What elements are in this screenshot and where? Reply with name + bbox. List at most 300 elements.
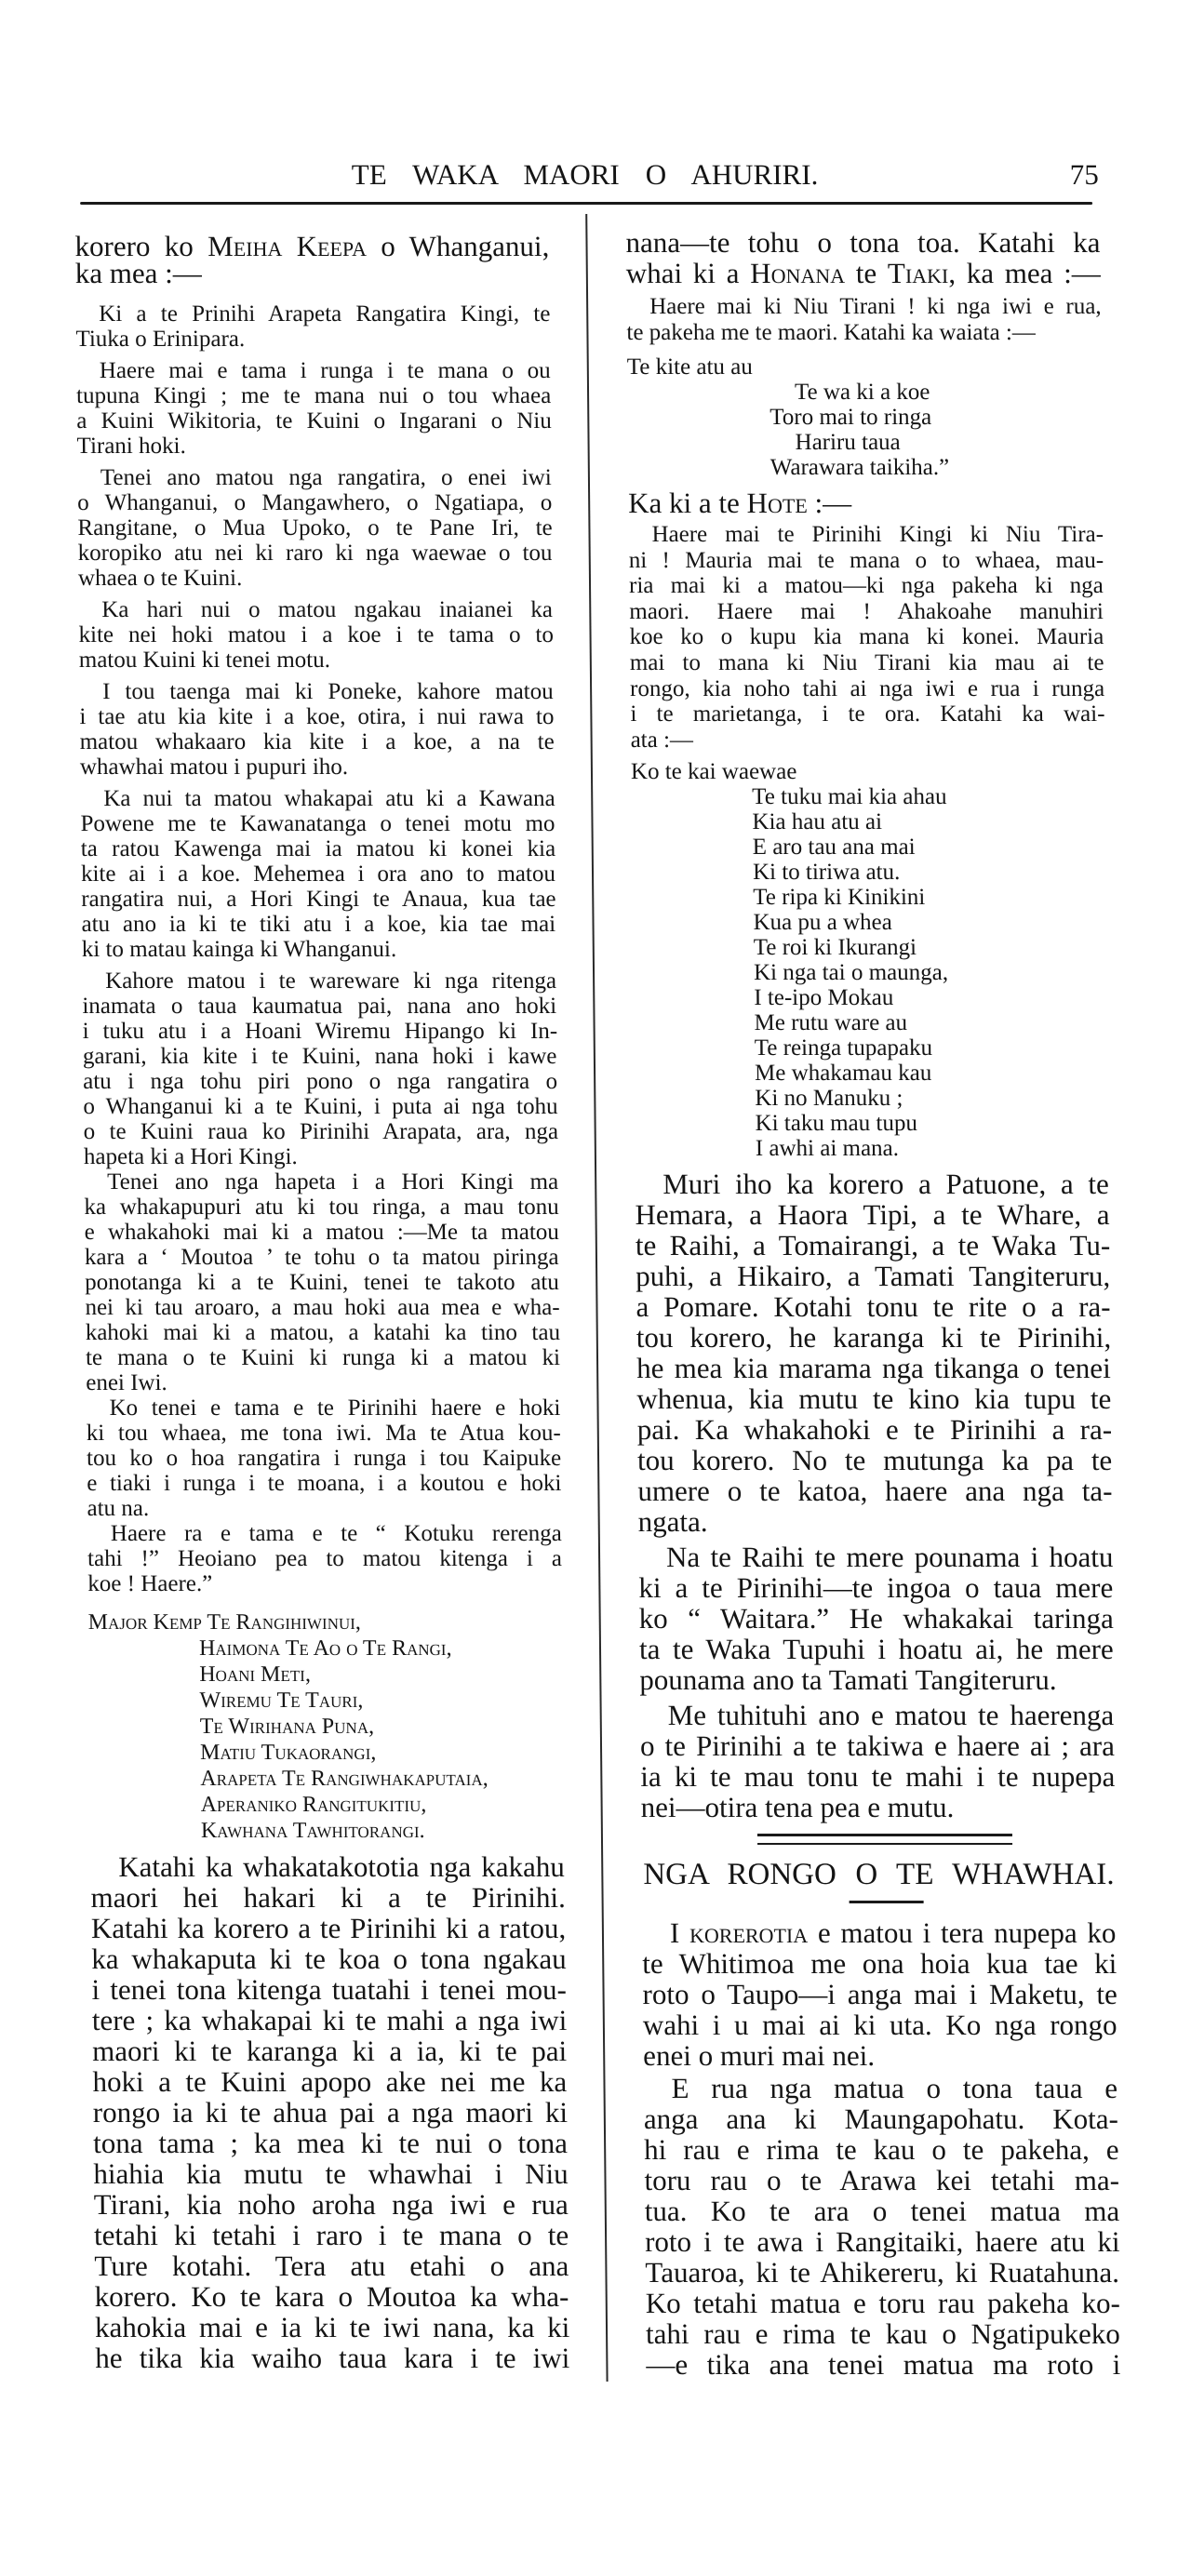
text-line [90, 1851, 565, 1882]
line-text: matou whakaaro kia kite i a koe, a na te [79, 729, 555, 754]
text-line [631, 727, 1105, 754]
line-text [628, 487, 851, 518]
column-divider [585, 214, 608, 2382]
paragraph [631, 759, 1109, 1161]
line-text: korero. Ko te kara o Moutoa ka wha- [94, 2280, 569, 2313]
text-line [81, 861, 555, 887]
small-caps-name: Hote [746, 487, 808, 519]
text-line [636, 1291, 1110, 1322]
text-line [77, 490, 552, 515]
song-1 [627, 354, 1103, 480]
paragraph [78, 597, 554, 673]
text-line [634, 1061, 1108, 1086]
line-text: Rangitane, o Mua Upoko, o te Pane Iri, te [77, 515, 553, 541]
line-text: rangatira nui, a Hori Kingi te Anaua, kua tae [81, 887, 556, 912]
text-line [90, 1818, 565, 1844]
line-text: ta te Waka Tupuhi i hoatu ai, he mere [638, 1633, 1114, 1665]
line-text: Kua pu a whea [753, 910, 892, 935]
section-rule [757, 1834, 1012, 1836]
right-intro [625, 227, 1101, 288]
text-segment: :— [807, 487, 852, 519]
text-segment: o Whanganui, [366, 230, 550, 262]
text-line [93, 2158, 568, 2189]
line-text: kite nei hoki matou i a koe i te tama o to [78, 622, 555, 647]
line-text: tetahi ki tetahi i raro i te mana o te [93, 2219, 569, 2251]
line-text: koropiko atu nei ki raro ki nga waewae o tou [77, 541, 553, 566]
text-line [636, 1383, 1111, 1414]
paragraph [77, 465, 553, 591]
text-line [638, 1542, 1113, 1572]
text-line [639, 1664, 1114, 1695]
line-text: Haimona Te Ao o Te Rangi, [198, 1636, 452, 1661]
text-line [636, 1322, 1111, 1353]
text-line [79, 704, 554, 729]
text-line [78, 566, 553, 591]
hote-intro [628, 487, 1103, 518]
text-line [629, 599, 1104, 625]
song-2 [631, 759, 1109, 1161]
text-line [638, 1572, 1113, 1603]
text-line [635, 1199, 1109, 1230]
line-text: roto o Taupo—i anga mai i Maketu, te [642, 1978, 1117, 2010]
text-line [627, 405, 1102, 430]
line-text: Tirani hoki. [76, 434, 186, 459]
text-line [633, 1010, 1107, 1035]
paragraph [642, 1917, 1118, 2071]
line-text: Te roi ki Ikurangi [753, 935, 917, 960]
text-line [643, 2040, 1117, 2071]
text-line [76, 358, 551, 383]
text-line [84, 1144, 558, 1169]
text-line [89, 1740, 564, 1766]
text-line [76, 383, 551, 408]
line-text: tona tama ; ka mea ki te nui o tona [92, 2127, 569, 2159]
line-text: Me tuhituhi ano e matou te haerenga [667, 1699, 1115, 1731]
line-text: enei Iwi. [86, 1370, 167, 1395]
line-text: ni ! Mauria mai te mana o to whaea, mau- [628, 547, 1104, 573]
text-line [76, 434, 551, 459]
text-line [634, 1035, 1108, 1061]
line-text: rongo ia ki te ahua pai a nga maori ki [92, 2096, 569, 2129]
paragraph [88, 1609, 565, 1844]
line-text: Tiuka o Erinipara. [75, 327, 246, 352]
section-heading [643, 1856, 1114, 1893]
left-intro [74, 230, 550, 289]
line-text: ko “ Waitara.” He whakakai taringa [638, 1602, 1114, 1635]
text-line [79, 647, 554, 673]
page-number: 75 [1069, 158, 1099, 191]
text-line [86, 1320, 560, 1345]
text-line [633, 960, 1107, 985]
text-line [92, 2005, 567, 2035]
text-line [640, 1730, 1115, 1761]
text-segment: whai ki a [625, 257, 751, 289]
text-line [89, 1792, 564, 1818]
line-text: ka whakapupuri atu ki tou ringa, a mau tonu [84, 1195, 559, 1220]
text-line [94, 2189, 569, 2220]
line-text: I awhi ai mana. [755, 1136, 900, 1161]
line-text: Te tuku mai kia ahau [752, 784, 947, 809]
line-text: Tenei ano nga hapeta i a Hori Kingi ma [107, 1169, 559, 1195]
line-text: e tiaki i runga i te moana, i a koutou e hoki [87, 1471, 562, 1496]
line-text: Ko te kai waewae [630, 759, 797, 784]
text-line [636, 1353, 1111, 1383]
text-line [630, 650, 1104, 676]
text-line [84, 1169, 558, 1195]
line-text: pounama ano ta Tamati Tangiteruru. [639, 1663, 1057, 1696]
line-text: tahi rau e rima te kau o Ngatipukeko [645, 2317, 1120, 2350]
speeches-paragraphs [635, 1168, 1116, 1827]
line-text: ponotanga ki a te Kuini, tenei te takoto atu [85, 1270, 559, 1295]
line-text: wahi i u mai ai ki uta. Ko nga rongo [642, 2009, 1117, 2041]
paragraph [628, 522, 1104, 753]
text-line [81, 836, 555, 861]
line-text: he mea kia marama nga tikanga o tenei [636, 1352, 1111, 1384]
text-line [629, 573, 1104, 599]
text-segment: korero ko [74, 230, 208, 262]
line-text: koe ! Haere.” [87, 1571, 213, 1596]
line-text: Aperaniko Rangitukitiu, [200, 1793, 427, 1817]
small-caps-name: Tiaki [887, 257, 949, 289]
war-news-paragraphs [642, 1917, 1121, 2382]
line-text: i te marietanga, i te ora. Katahi ka wai- [630, 701, 1105, 727]
text-line [635, 1168, 1109, 1199]
text-line [78, 541, 553, 566]
text-line [82, 968, 556, 994]
line-text: Major Kemp Te Rangihiwinui, [87, 1610, 361, 1635]
line-text: Hemara, a Haora Tipi, a te Whare, a [635, 1198, 1110, 1231]
text-line [627, 354, 1102, 380]
line-text: Ki a te Prinihi Arapeta Rangatira Kingi, te [99, 301, 551, 327]
text-line [631, 784, 1105, 809]
line-text: Warawara taikiha.” [769, 455, 950, 480]
line-text: koe ko o kupu kia mana ki konei. Mauria [629, 624, 1104, 650]
line-text: matou Kuini ki tenei motu. [78, 647, 331, 673]
signatories [88, 1609, 565, 1844]
line-text [74, 230, 550, 262]
text-line [644, 2103, 1118, 2134]
text-line [632, 910, 1106, 935]
line-text: Haere ra e tama e te “ Kotuku rerenga [110, 1521, 562, 1546]
text-line [643, 2009, 1117, 2040]
text-line [642, 1917, 1117, 1948]
text-line [640, 1761, 1115, 1792]
text-line [645, 2196, 1119, 2226]
text-line [83, 1069, 557, 1094]
line-text: Matiu Tukaorangi, [199, 1741, 377, 1765]
text-line [642, 1948, 1117, 1979]
line-text: Hoani Meti, [199, 1662, 311, 1687]
text-line [87, 1571, 562, 1596]
text-line [83, 1044, 557, 1069]
line-text: whawhai matou i pupuri iho. [79, 754, 349, 780]
line-text: kara a ‘ Moutoa ’ te tohu o ta matou piringa [84, 1245, 559, 1270]
text-line [80, 754, 555, 780]
line-text: he tika kia waiho taua kara i te iwi [95, 2342, 570, 2374]
text-line [78, 597, 553, 622]
line-text: Hariru taua [795, 430, 901, 455]
text-line [645, 2257, 1119, 2288]
line-text: maori hei hakari ki a te Pirinihi. [90, 1881, 566, 1914]
text-line [95, 2312, 569, 2342]
line-text: Tauaroa, ki te Ahikereru, ki Ruatahuna. [645, 2256, 1120, 2289]
line-text: puhi, a Hikairo, a Tamati Tangiteruru, [635, 1260, 1111, 1292]
line-text: nana—te tohu o tona toa. Katahi ka [625, 226, 1101, 259]
text-line [626, 258, 1101, 288]
text-line [81, 912, 555, 937]
text-line [85, 1270, 559, 1295]
line-text: tou ko o hoa rangatira i runga i tou Kaipuke [86, 1446, 562, 1471]
line-text: e whakahoki mai ki a matou :—Me ta matou [84, 1220, 559, 1245]
hote-speech [628, 522, 1104, 753]
text-line [74, 257, 550, 289]
paragraph [74, 230, 550, 289]
text-line [87, 1471, 561, 1496]
address-letter [75, 301, 562, 1596]
line-text: ata :— [630, 727, 694, 753]
text-line [87, 1446, 561, 1471]
text-line [90, 1882, 565, 1913]
line-text: o Whanganui ki a te Kuini, i puta ai nga tohu [83, 1094, 558, 1119]
text-line [89, 1766, 564, 1792]
line-text: Te kite atu au [626, 354, 753, 380]
text-line [78, 622, 553, 647]
text-line [77, 515, 552, 541]
paragraph [638, 1542, 1115, 1695]
line-text: tupuna Kingi ; me te mana nui o tou whaea [75, 383, 552, 408]
text-line [626, 294, 1101, 320]
text-line [629, 624, 1104, 650]
line-text: ki tou whaea, me tona iwi. Ma te Atua kou- [86, 1421, 561, 1446]
line-text: ta ratou Kawenga mai ia matou ki konei kia [80, 836, 556, 861]
line-text: kahoki mai ki a matou, a katahi ka tino tau [85, 1320, 561, 1345]
paragraph [76, 358, 552, 459]
line-text: hoki a te Kuini apopo ake nei me ka [92, 2065, 568, 2098]
paragraph [627, 354, 1103, 480]
line-text: Arapeta Te Rangiwhakaputaia, [200, 1767, 488, 1791]
paragraph [640, 1700, 1116, 1822]
line-text: I te-ipo Mokau [754, 985, 894, 1010]
line-text: nei—otira tena pea e mutu. [640, 1791, 955, 1823]
line-text: Me rutu ware au [754, 1010, 908, 1035]
line-text: tou korero, he karanga ki te Pirinihi, [636, 1321, 1112, 1354]
text-line [86, 1370, 560, 1395]
line-text: Muri iho ka korero a Patuone, a te [662, 1168, 1109, 1200]
text-line [76, 408, 551, 434]
line-text: o te Kuini raua ko Pirinihi Arapata, ara, nga [83, 1119, 559, 1144]
text-line [632, 885, 1106, 910]
text-line [79, 679, 554, 704]
text-line [639, 1603, 1114, 1634]
line-text: whenua, kia mutu te kino kia tupu te [636, 1382, 1112, 1415]
line-text: hiahia kia mutu te whawhai i Niu [93, 2157, 569, 2190]
text-line [75, 301, 550, 327]
line-text: Ka hari nui o matou ngakau inaianei ka [101, 597, 554, 622]
text-line [95, 2281, 569, 2312]
text-line [83, 1019, 557, 1044]
text-line [95, 2342, 569, 2373]
line-text: ki to matau kainga ki Whanganui. [81, 937, 397, 962]
line-text: garani, kia kite i te Kuini, nana hoki i kawe [82, 1044, 557, 1069]
small-caps-name: Honana [750, 257, 846, 289]
text-line [636, 1230, 1110, 1261]
line-text: Ka nui ta matou whakapai atu ki a Kawana [103, 786, 555, 811]
line-text: atu i nga tohu piri pono o nga rangatira o [83, 1069, 558, 1094]
text-segment: , ka mea :— [948, 257, 1101, 289]
text-line [91, 1943, 566, 1974]
text-line [625, 227, 1100, 258]
line-text: tere ; ka whakapai ki te mahi a nga iwi [91, 2004, 568, 2036]
line-text: Kia hau atu ai [752, 809, 883, 834]
line-text: rongo, kia noho tahi ai nga iwi e rua i runga [629, 675, 1105, 701]
line-text: enei o muri mai nei. [643, 2039, 876, 2072]
line-text: umere o te katoa, haere ana nga ta- [637, 1475, 1113, 1507]
text-line [81, 887, 555, 912]
greeting-paragraph [626, 294, 1102, 346]
text-line [91, 1913, 566, 1943]
line-text: Haere mai ki Niu Tirani ! ki nga iwi e rua, [649, 294, 1102, 319]
paragraph [626, 294, 1102, 346]
line-text: Toro mai to ringa [769, 405, 932, 430]
paragraph [82, 968, 558, 1169]
line-text: E aro tau ana mai [752, 834, 916, 860]
text-line [632, 834, 1106, 860]
text-line [89, 1714, 564, 1740]
line-text: Te ripa ki Kinikini [753, 885, 926, 910]
narrative-paragraph [90, 1851, 569, 2373]
line-text: Ki taku mau tupu [755, 1111, 918, 1136]
text-line [85, 1220, 559, 1245]
text-line [85, 1295, 559, 1320]
text-line [643, 2073, 1117, 2103]
text-segment: I [669, 1916, 690, 1949]
text-line [629, 548, 1104, 574]
text-line [84, 1195, 558, 1220]
text-line [637, 1445, 1112, 1475]
text-line [644, 2134, 1118, 2165]
line-text: i tenei tona kitenga tuatahi i tenei mou- [91, 1973, 568, 2006]
paragraph [635, 1168, 1113, 1537]
text-line [640, 1700, 1115, 1730]
line-text: Katahi ka whakatakototia nga kakahu [118, 1850, 565, 1883]
line-text [626, 258, 1101, 288]
line-text: Tirani, kia noho aroha nga iwi e rua [93, 2188, 569, 2221]
text-line [88, 1609, 563, 1635]
line-text: o Whanganui, o Mangawhero, o Ngatiapa, o [77, 490, 553, 515]
line-text: te pakeha me te maori. Katahi ka waiata :— [626, 320, 1036, 345]
text-line [87, 1546, 562, 1571]
line-text: hapeta ki a Hori Kingi. [83, 1144, 298, 1169]
text-line [85, 1245, 559, 1270]
text-line [86, 1345, 560, 1370]
line-text: mai to mana ki Niu Tirani kia mau ai te [629, 649, 1104, 675]
line-text: inamata o taua kaumatua pai, nana ano hoki [82, 994, 557, 1019]
line-text: i tae atu kia kite i a koe, otira, i nui rawa to [79, 704, 555, 729]
text-line [626, 320, 1101, 346]
text-line [92, 2066, 567, 2097]
text-line [640, 1792, 1115, 1822]
line-text: Katahi ka korero a te Pirinihi ki a ratou, [90, 1912, 567, 1944]
line-text: Haere mai e tama i runga i te mana o ou [99, 358, 551, 383]
line-text: tou korero. No te mutunga ka pa te [636, 1444, 1113, 1476]
line-text: tua. Ko te ara o tenei matua ma [644, 2195, 1120, 2227]
text-line [88, 1662, 563, 1688]
text-line [627, 380, 1102, 405]
text-line [628, 455, 1103, 480]
line-text: tahi !” Heoiano pea to matou kitenga i a [87, 1546, 563, 1571]
text-line [87, 1421, 561, 1446]
line-text: Ko tetahi matua e toru rau pakeha ko- [645, 2287, 1121, 2319]
line-text: kahokia mai e ia ki te iwi nana, ka ki [94, 2311, 570, 2343]
text-line [632, 860, 1106, 885]
line-text: Ki to tiriwa atu. [752, 860, 901, 885]
line-text: toru rau o te Arawa kei tetahi ma- [644, 2164, 1120, 2196]
line-text: kite ai i a koe. Mehemea i ora ano to matou [80, 861, 556, 887]
line-text: Te Wirihana Puna, [199, 1715, 375, 1739]
line-text: i tuku atu i a Hoani Wiremu Hipango ki In- [82, 1019, 558, 1044]
text-line [80, 811, 555, 836]
line-text: E rua nga matua o tona taua e [671, 2072, 1118, 2104]
running-title [352, 156, 819, 194]
text-line [637, 1475, 1112, 1506]
small-caps-name: Meiha Keepa [207, 230, 368, 262]
line-text: roto i te awa i Rangitaiki, haere atu ki [644, 2225, 1120, 2258]
paragraph [86, 1395, 561, 1521]
line-text: whaea o te Kuini. [77, 566, 243, 591]
text-line [75, 327, 550, 352]
text-line [86, 1395, 560, 1421]
line-text: Ki nga tai o maunga, [753, 960, 949, 985]
text-segment: Ka ki a te [628, 487, 747, 519]
paragraph [643, 2073, 1120, 2380]
text-line [88, 1635, 563, 1662]
text-line [634, 1086, 1108, 1111]
paragraph [75, 301, 551, 352]
text-line [646, 2288, 1120, 2318]
text-line [93, 2128, 568, 2158]
text-line [82, 994, 556, 1019]
text-line [635, 1136, 1109, 1161]
text-line [87, 1496, 561, 1521]
line-text: nei ki tau aroaro, a mau hoki aua mea e wha- [85, 1295, 560, 1320]
line-text: Ko tenei e tama e te Pirinihi haere e hoki [109, 1395, 561, 1421]
text-line [630, 676, 1104, 702]
text-line [646, 2349, 1120, 2380]
line-text: ki a te Pirinihi—te ingoa o taua mere [638, 1571, 1114, 1604]
text-line [80, 786, 555, 811]
line-text: ria mai ki a matou—ki nga pakeha ki nga [628, 573, 1104, 599]
line-text: atu na. [87, 1496, 150, 1521]
paragraph [80, 786, 556, 962]
line-text: a Pomare. Kotahi tonu te rite o a ra- [636, 1290, 1111, 1323]
text-line [631, 809, 1105, 834]
text-line [94, 2250, 569, 2281]
text-line [646, 2318, 1120, 2349]
line-text: te Raihi, a Tomairangi, a te Waka Tu- [635, 1229, 1111, 1261]
text-line [83, 1094, 557, 1119]
text-line [645, 2226, 1119, 2257]
line-text: Te wa ki a koe [794, 380, 930, 405]
line-text: ka mea :— [74, 257, 203, 289]
line-text: a Kuini Wikitoria, te Kuini o Ingarani o Niu [76, 408, 552, 434]
line-text: Ki no Manuku ; [755, 1086, 903, 1111]
line-text: Haere mai te Pirinihi Kingi ki Niu Tira- [651, 522, 1104, 547]
line-text: te Whitimoa me ona hoia kua tae ki [642, 1947, 1117, 1980]
line-text: Na te Raihi te mere pounama i hoatu [665, 1541, 1114, 1573]
line-text: anga ana ki Maungapohatu. Kota- [643, 2102, 1118, 2135]
header-rule [80, 202, 1092, 205]
line-text: hi rau e rima te kau o te pakeha, e [644, 2133, 1119, 2166]
